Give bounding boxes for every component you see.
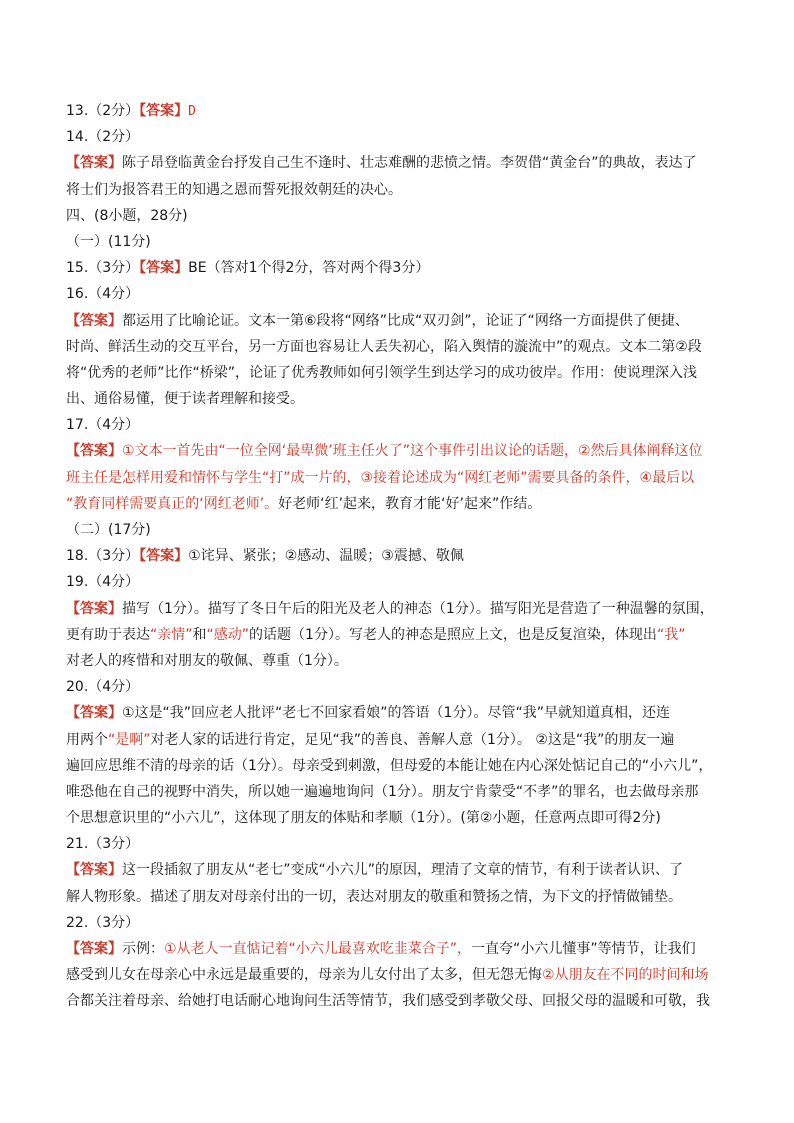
q16-answer-line-4: 出、通俗易懂，便于读者理解和接受。 [66,391,304,408]
q13-line [66,98,728,124]
q22-heading: 22.（3分） [66,914,140,931]
q20-answer-line-2 [66,727,728,753]
q17-answer-text-3-red: “教育同样需要真正的‘网红老师’。 [66,495,279,512]
q22-text-segment: 感受到儿女在母亲心中永远是最重要的，母亲为儿女付出了太多，但无怨无悔 [66,967,542,984]
answer-tag: 【答案】 [139,548,189,565]
q20-answer-text-1: ①这是“我”回应老人批评“老七不回家看娘”的答语（1分）。尽管“我”早就知道真相，还连 [122,705,670,722]
answer-tag: 【答案】 [66,443,122,460]
q14-heading: 14.（2分） [66,129,140,146]
section-four-heading: 四、(8小题，28分) [66,207,188,224]
q16-answer-text-1: 都运用了比喻论证。文本一第⑥段将“网络”比成“双刃剑”，论证了“网络一方面提供了便捷、 [122,312,689,329]
answer-tag: 【答案】 [66,600,122,617]
q17-answer-line-2: 班主任是怎样用爱和情怀与学生“打”成一片的，③接着论述成为“网红老师”需要具备的条件，④最后以 [66,469,695,486]
q20-answer-line-5: 个思想意识里的“小六儿”，这体现了朋友的体贴和孝顺（1分）。(第②小题，任意两点即可得2分) [66,810,661,827]
q17-heading: 17.（4分） [66,417,140,434]
q14-answer-line-1 [66,150,728,176]
q13-answer: D [188,104,196,119]
q21-answer-line-2: 解人物形象。描述了朋友对母亲付出的一切，表达对朋友的敬重和赞扬之情，为下文的抒情做铺垫。 [66,888,682,905]
q19-quote-qinqing: “亲情” [150,626,193,643]
q20-answer-line-3: 遍回应思维不清的母亲的话（1分）。母亲受到刺激，但母爱的本能让她在内心深处惦记自己的“小六儿”， [66,757,713,774]
q19-quote-wo: “我” [656,626,686,643]
q16-answer-line-3: 将“优秀的老师”比作“桥梁”，论证了优秀教师如何引领学生到达学习的成功彼岸。作用：使说理深入浅 [66,364,698,381]
q17-answer-line-1 [66,438,728,464]
q20-text-segment: 用两个 [66,731,108,748]
q18-answer: ①诧异、紧张；②感动、温暖；③震撼、敬佩 [188,548,464,565]
q18-line [66,543,728,569]
q20-text-segment: 对老人家的话进行肯定，足见“我”的善良、善解人意（1分）。 ②这是“我”的朋友一遍 [150,731,675,748]
answer-tag: 【答案】 [66,705,122,722]
q21-heading: 21.（3分） [66,836,140,853]
q13-number: 13.（2分） [66,103,140,119]
q22-answer-line-1 [66,936,728,962]
q21-answer-line-1 [66,857,728,883]
q19-answer-line-3: 对老人的疼惜和对朋友的敬佩、尊重（1分）。 [66,652,348,669]
answer-tag: 【答案】 [139,103,189,119]
q14-answer-text-1: 陈子昂登临黄金台抒发自己生不逢时、壮志难酬的悲愤之情。李贺借“黄金台”的典故，表达了 [122,155,697,172]
q19-answer-text-1: 描写（1分）。描写了冬日午后的阳光及老人的神态（1分）。描写阳光是营造了一种温馨的氛围， [122,600,714,617]
q22-red-segment: ①从老人一直惦记着“小六儿最喜欢吃韭菜合子”， [164,941,472,957]
q17-answer-text-3: 好老师‘红’起来，教育才能‘好’起来”作结。 [278,495,542,512]
q20-heading: 20.（4分） [66,679,140,696]
q19-text-segment: 和 [192,626,207,643]
q22-red-segment: ②从朋友在不同的时间和场 [542,967,709,984]
q22-text-segment: 一直夸“小六儿懂事”等情节，让我们 [471,941,696,957]
q19-heading: 19.（4分） [66,574,140,591]
q21-answer-text-1: 这一段插叙了朋友从“老七”变成“小六儿”的原因，理清了文章的情节，有利于读者认识、了 [122,862,684,879]
q14-answer-line-2: 将士们为报答君王的知遇之恩而誓死报效朝廷的决心。 [66,181,402,198]
q15-number: 15.（3分） [66,260,140,277]
q15-answer: BE（答对1个得2分，答对两个得3分） [188,260,430,277]
part-one-heading: （一）(11分) [66,233,151,250]
answer-tag: 【答案】 [66,155,122,172]
q17-answer-line-3 [66,491,728,517]
q16-answer-line-1 [66,308,728,334]
q22-answer-line-3: 合都关注着母亲、给她打电话耐心地询问生活等情节，我们感受到孝敬父母、回报父母的温暖和可敬，我 [66,993,710,1010]
q22-answer-line-2 [66,962,728,988]
q16-heading: 16.（4分） [66,286,140,303]
q20-answer-line-4: 唯恐他在自己的视野中消失，所以她一遍遍地询问（1分）。朋友宁肯蒙受“不孝”的罪名，也去做母亲那 [66,783,699,800]
q16-answer-line-2: 时尚、鲜活生动的交互平台，另一方面也容易让人丢失初心，陷入舆情的漩流中”的观点。文本二第②段 [66,338,702,355]
answer-tag: 【答案】 [66,312,122,329]
q19-text-segment: 的话题（1分）。写老人的神态是照应上文，也是反复渲染，体现出 [249,626,657,643]
q19-quote-gandong: “感动” [206,626,250,643]
q17-answer-text-1: ①文本一首先由“一位全网‘最卑微’班主任火了”这个事件引出议论的话题，②然后具体阐释这位 [122,443,703,460]
q19-text-segment: 更有助于表达 [66,626,150,643]
answer-key-page [66,98,728,1015]
answer-tag: 【答案】 [139,260,189,277]
q15-line [66,255,728,281]
q22-text-segment: 示例： [122,941,164,957]
q20-quote-shia: “是啊” [108,731,151,748]
q20-answer-line-1 [66,700,728,726]
answer-tag: 【答案】 [66,862,122,879]
q19-answer-line-2 [66,622,728,648]
q18-number: 18.（3分） [66,548,140,565]
q19-answer-line-1 [66,596,728,622]
part-two-heading: （二）(17分) [66,522,151,538]
answer-tag: 【答案】 [66,941,122,957]
